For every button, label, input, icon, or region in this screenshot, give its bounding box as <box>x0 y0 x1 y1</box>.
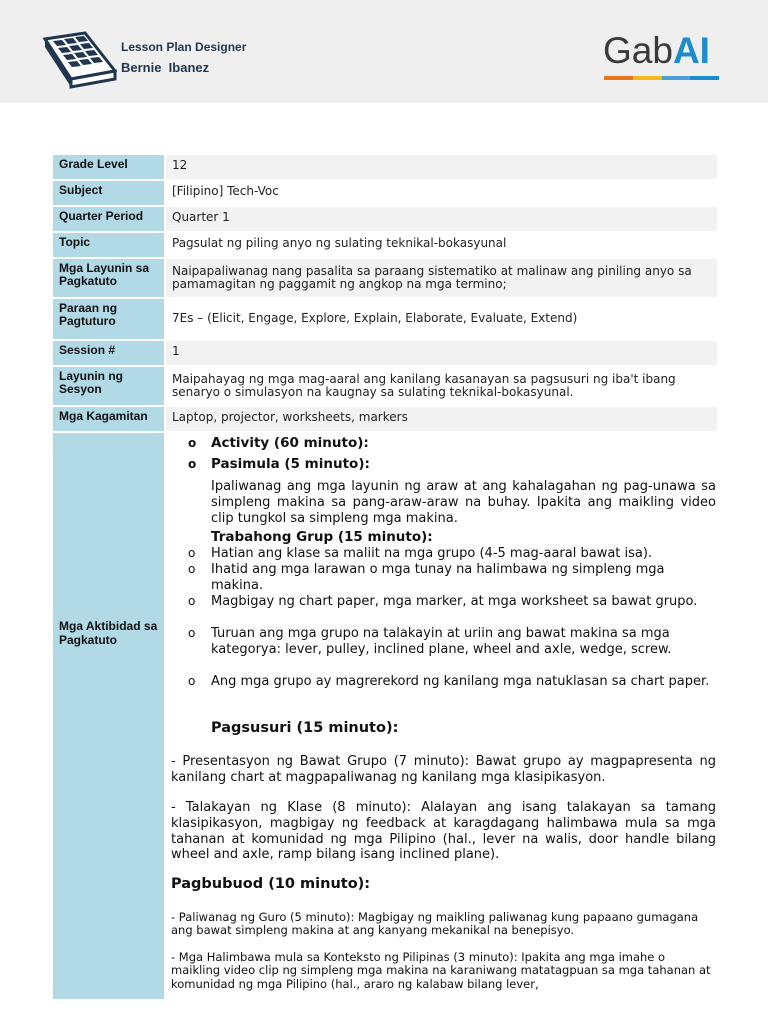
bullet-icon: o <box>188 546 196 560</box>
pagbubuod-title: Pagbubuod (10 minuto): <box>171 876 371 892</box>
table-row <box>53 367 717 407</box>
brand-bar-segment <box>633 76 662 80</box>
row-label-text: Mga Aktibidad sa Pagkatuto <box>59 619 158 647</box>
row-value: Maipahayag ng mga mag-aaral ang kanilang kasanayan sa pagsusuri ng iba't ibang senaryo o simulasyon na kaugnay sa sulating teknikal-bokasyunal. <box>166 367 717 407</box>
calculator-book-icon <box>41 31 117 89</box>
bullet-icon: o <box>188 562 196 576</box>
brand-color-bar <box>604 76 719 80</box>
row-label: Paraan ng Pagtuturo <box>53 299 164 341</box>
table-row <box>53 233 717 259</box>
pagsusuri-p2: - Talakayan ng Klase (8 minuto): Alalayan ang isang talakayan sa tamang klasipikasyon, magbigay ng feedback at karagdagang halimbawa mula sa mga tahanan at komunidad ng mga Pilipino (hal., lever na walis, door handle bilang wheel and axle, ramp bilang isang inclined plane). <box>171 800 716 863</box>
row-label: Layunin ng Sesyon <box>53 367 164 407</box>
activities-content <box>166 433 717 999</box>
table-row <box>53 181 717 207</box>
bullet-icon: o <box>188 626 196 640</box>
row-label <box>53 433 164 999</box>
row-label: Subject <box>53 181 164 207</box>
brand-gab-text: Gab <box>603 30 673 71</box>
pagbubuod-p1: - Paliwanag ng Guro (5 minuto): Magbigay ng maikling paliwanag kung papaano gumagana ang bawat simpleng makina at ang kanyang mekanikal na benepisyo. <box>171 910 699 938</box>
row-label: Mga Kagamitan <box>53 407 164 433</box>
pasimula-title-text: Pasimula (5 minuto): <box>211 456 370 472</box>
bullet-icon: o <box>188 674 196 688</box>
header-title: Lesson Plan Designer <box>121 40 247 54</box>
pagsusuri-p1: - Presentasyon ng Bawat Grupo (7 minuto): Bawat grupo ay magpapresenta ng kanilang chart at magpapaliwanag ng kanilang mga klasipikasyon. <box>171 754 716 785</box>
brand-bar-segment <box>604 76 633 80</box>
activity-title-text: Activity (60 minuto): <box>211 435 369 451</box>
lesson-plan-table <box>53 155 717 999</box>
table-row <box>53 341 717 367</box>
trabaho-title: Trabahong Grup (15 minuto): <box>211 529 433 545</box>
page-header <box>0 0 768 103</box>
table-row <box>53 155 717 181</box>
row-value: 1 <box>166 341 717 367</box>
brand-bar-segment <box>662 76 691 80</box>
row-value: Quarter 1 <box>166 207 717 233</box>
row-label: Grade Level <box>53 155 164 181</box>
table-row <box>53 299 717 341</box>
pasimula-text: Ipaliwanag ang mga layunin ng araw at ang kahalagahan ng pag-unawa sa simpleng makina sa pang-araw-araw na buhay. Ipakita ang maikling video clip tungkol sa simpleng mga makina. <box>211 479 716 526</box>
bullet-icon: o <box>188 436 197 450</box>
row-value: 12 <box>166 155 717 181</box>
row-value: [Filipino] Tech-Voc <box>166 181 717 207</box>
trabaho-item-text: Ihatid ang mga larawan o mga tunay na halimbawa ng simpleng mga makina. <box>211 562 665 593</box>
row-label: Topic <box>53 233 164 259</box>
brand-logo <box>603 29 710 81</box>
table-row <box>53 259 717 299</box>
trabaho-item-text: Turuan ang mga grupo na talakayin at uriin ang bawat makina sa mga kategorya: lever, pulley, inclined plane, wheel and axle, wedge, screw. <box>211 626 672 657</box>
table-row <box>53 207 717 233</box>
brand-ai-text: AI <box>672 30 710 71</box>
row-label: Mga Layunin sa Pagkatuto <box>53 259 164 299</box>
brand-bar-segment <box>690 76 719 80</box>
pagsusuri-title: Pagsusuri (15 minuto): <box>211 720 399 736</box>
row-value: 7Es – (Elicit, Engage, Explore, Explain, Elaborate, Evaluate, Extend) <box>166 299 717 341</box>
row-value: Naipapaliwanag nang pasalita sa paraang sistematiko at malinaw ang piniling anyo sa pamamagitan ng paggamit ng angkop na mga termino; <box>166 259 717 299</box>
pagbubuod-p2: - Mga Halimbawa mula sa Konteksto ng Pilipinas (3 minuto): Ipakita ang mga imahe o maikling video clip ng simpleng mga makina na karaniwang matatagpuan sa mga tahanan at komunidad ng mga Pilipino (hal., araro ng kalabaw bilang lever, <box>171 950 711 991</box>
bullet-icon: o <box>188 457 197 471</box>
table-row <box>53 407 717 433</box>
row-value: Pagsulat ng piling anyo ng sulating teknikal-bokasyunal <box>166 233 717 259</box>
trabaho-item-text: Ang mga grupo ay magrerekord ng kanilang mga natuklasan sa chart paper. <box>211 674 710 689</box>
row-label: Session # <box>53 341 164 367</box>
table-row-activities <box>53 433 717 999</box>
trabaho-item-text: Magbigay ng chart paper, mga marker, at mga worksheet sa bawat grupo. <box>211 594 698 609</box>
trabaho-item-text: Hatian ang klase sa maliit na mga grupo (4-5 mag-aaral bawat isa). <box>211 546 653 561</box>
bullet-icon: o <box>188 594 196 608</box>
author-name: Bernie Ibanez <box>121 60 210 75</box>
row-value: Laptop, projector, worksheets, markers <box>166 407 717 433</box>
row-label: Quarter Period <box>53 207 164 233</box>
